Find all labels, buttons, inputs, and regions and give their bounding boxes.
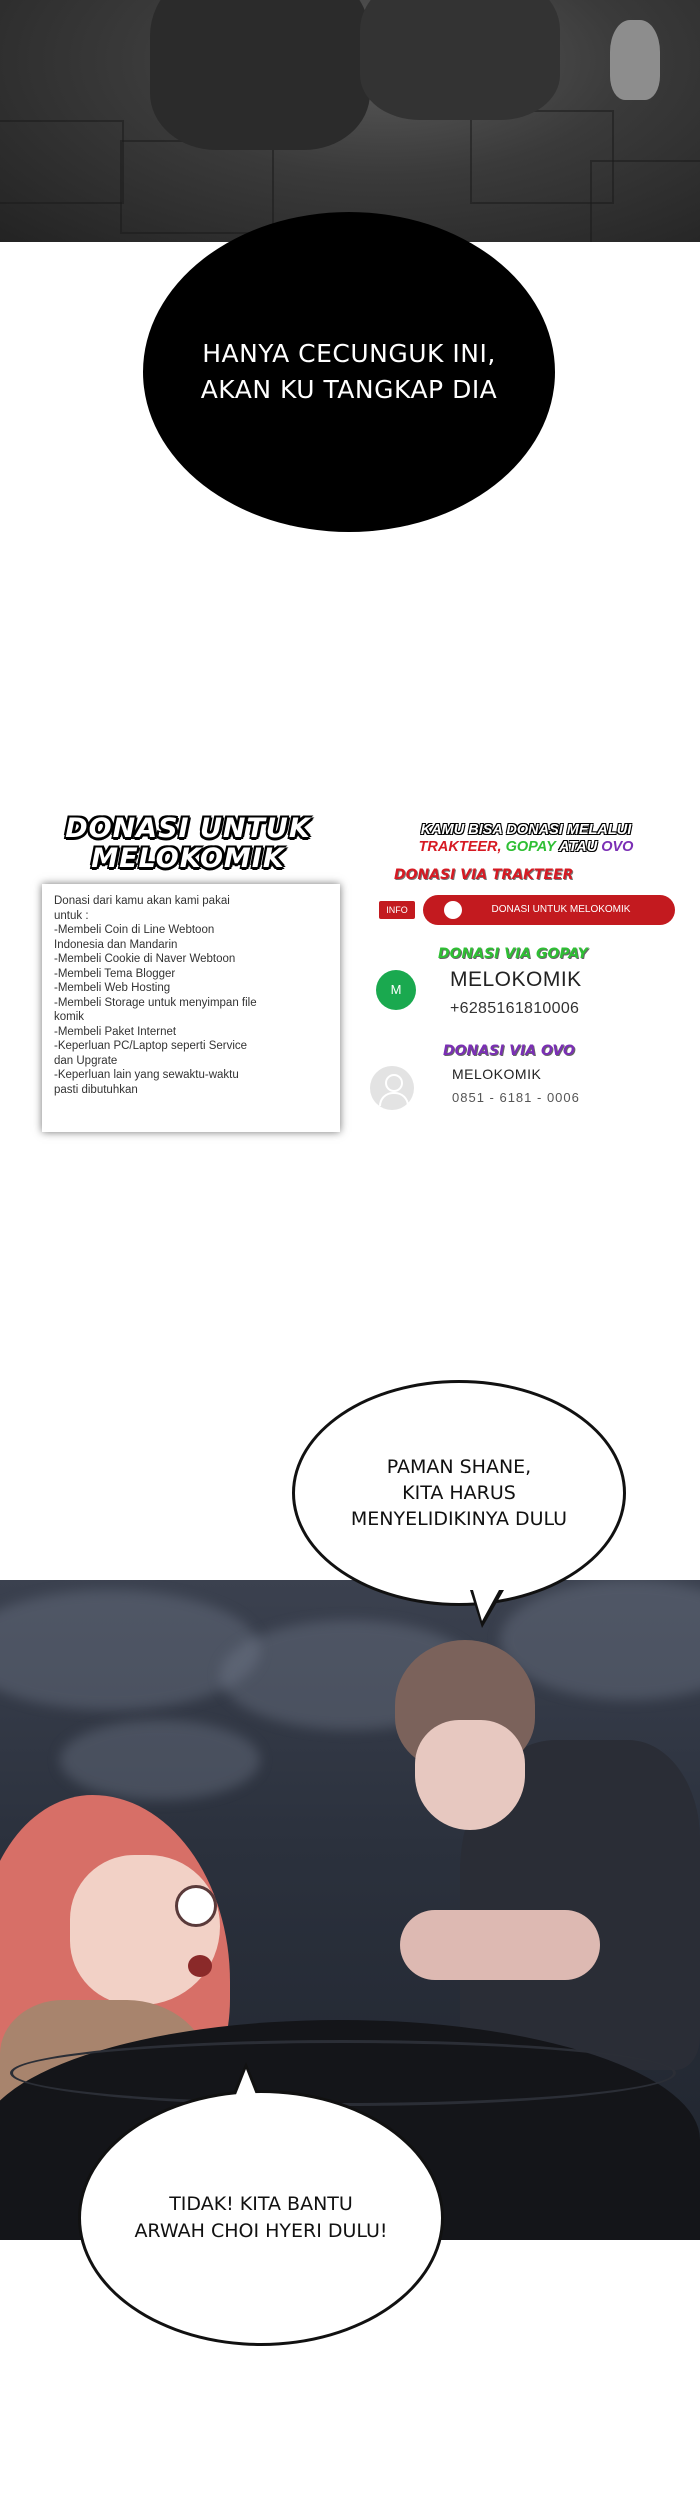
heading-line-2 <box>376 839 676 856</box>
gopay-heading: DONASI VIA GOPAY <box>438 946 588 962</box>
table-rim <box>10 2040 676 2106</box>
girl-mouth <box>188 1955 212 1977</box>
boy-face <box>415 1720 525 1830</box>
donation-info-card <box>42 884 340 1132</box>
gopay-phone-number[interactable]: +6285161810006 <box>450 1000 580 1017</box>
trakteer-button-label: DONASI UNTUK MELOKOMIK <box>491 904 631 915</box>
bubble-tail-fill <box>235 2069 257 2097</box>
donation-description: Donasi dari kamu akan kami pakai untuk : -Membeli Coin di Line Webtoon Indonesia dan Mandarin -Membeli Cookie di Naver Webtoon -Membeli Tema Blogger -Membeli Web Hosting -Membeli Storage untuk menyimpan file komik -Membeli Paket Internet -Keperluan PC/Laptop seperti Service dan Upgrate -Keperluan lain yang sewaktu-waktu pasti dibutuhkan <box>54 895 257 1096</box>
ovo-heading: DONASI VIA OVO <box>443 1043 575 1059</box>
top-comic-panel <box>0 0 700 242</box>
speech-bubble-black <box>143 212 555 532</box>
heading-gopay: GOPAY <box>505 839 556 855</box>
ovo-account-name: MELOKOMIK <box>452 1066 542 1082</box>
donation-title: DONASI UNTUK MELOKOMIK <box>65 813 311 874</box>
cloud <box>60 1720 260 1800</box>
heading-line-1: KAMU BISA DONASI MELALUI <box>420 822 632 838</box>
pavement-tile <box>120 140 274 234</box>
heading-or: ATAU <box>559 839 598 855</box>
boy-arm <box>400 1910 600 1980</box>
pavement-tile <box>0 120 124 204</box>
dialogue-text: HANYA CECUNGUK INI, AKAN KU TANGKAP DIA <box>200 339 498 404</box>
donation-banner <box>0 800 700 1140</box>
speech-bubble-white <box>78 2090 444 2346</box>
character-legs <box>150 0 370 150</box>
character-hand <box>610 20 660 100</box>
cloud <box>0 1590 260 1710</box>
heading-ovo: OVO <box>601 839 634 855</box>
dialogue-text: TIDAK! KITA BANTU ARWAH CHOI HYERI DULU! <box>134 2193 388 2242</box>
info-tag: INFO <box>379 901 415 919</box>
ovo-phone-number[interactable]: 0851 - 6181 - 0006 <box>452 1090 580 1105</box>
girl-eye <box>175 1885 217 1927</box>
heading-trakteer: TRAKTEER, <box>418 839 502 855</box>
character-coat <box>360 0 560 120</box>
pavement-tile <box>590 160 700 242</box>
donation-methods-heading <box>376 822 676 856</box>
bubble-tail-fill <box>473 1590 499 1621</box>
user-icon <box>385 1074 403 1092</box>
dialogue-text: PAMAN SHANE, KITA HARUS MENYELIDIKINYA DULU <box>350 1456 568 1530</box>
gopay-account-name: MELOKOMIK <box>450 968 582 991</box>
gopay-avatar: M <box>376 970 416 1010</box>
trakteer-cup-icon <box>444 901 462 919</box>
trakteer-heading: DONASI VIA TRAKTEER <box>394 867 574 883</box>
speech-bubble-white <box>292 1380 626 1606</box>
